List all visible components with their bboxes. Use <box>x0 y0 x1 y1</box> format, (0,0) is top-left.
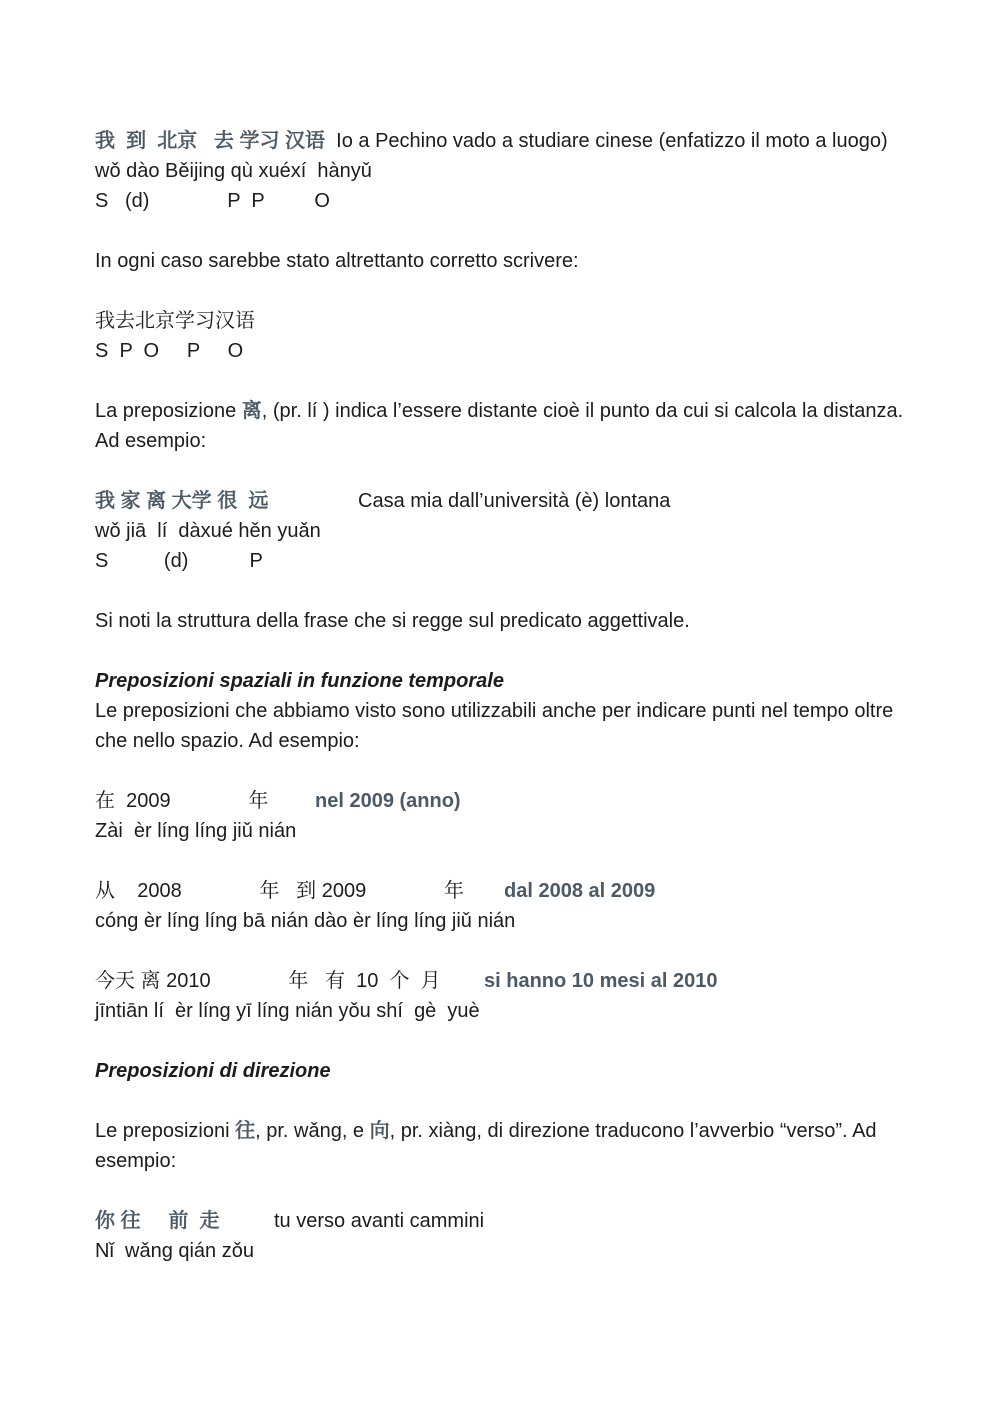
example-4-pinyin: Zài èr líng líng jiǔ nián <box>95 820 297 842</box>
example-6-chinese: 今天 离 2010 年 有 10 个 月 <box>95 970 441 992</box>
example-1-sentence <box>95 126 905 156</box>
paragraph-5-char-2: 向 <box>369 1120 390 1142</box>
paragraph-3: Si noti la struttura della frase che si regge sul predicato aggettivale. <box>95 610 690 632</box>
example-1-hanzi-1: 我 <box>95 130 115 152</box>
paragraph-5-text-1: Le preposizioni <box>95 1120 236 1142</box>
example-3-pinyin: wǒ jiā lí dàxué hěn yuǎn <box>95 520 321 542</box>
example-1-syntax: S (d) P P O <box>95 190 330 212</box>
example-3-translation: Casa mia dall’università (è) lontana <box>358 490 671 512</box>
paragraph-2-char: 离 <box>241 400 262 422</box>
paragraph-5 <box>95 1116 905 1176</box>
example-4-chinese: 在 2009 年 <box>95 790 269 812</box>
example-7-translation: tu verso avanti cammini <box>274 1210 485 1232</box>
example-1-hanzi-3: 北京 <box>157 130 198 152</box>
example-3-hanzi: 我 家 离 大学 很 远 <box>95 490 269 512</box>
example-6-pinyin: jīntiān lí èr líng yī líng nián yǒu shí gè yuè <box>95 1000 480 1022</box>
section-heading-temporal: Preposizioni spaziali in funzione temporale <box>95 670 504 692</box>
example-1-translation: Io a Pechino vado a studiare cinese (enfatizzo il moto a luogo) <box>336 130 888 152</box>
paragraph-2-before: La preposizione <box>95 400 242 422</box>
example-7-hanzi: 你 往 前 走 <box>95 1210 220 1232</box>
example-5-chinese: 从 2008 年 到 2009 年 <box>95 880 465 902</box>
example-5-pinyin: cóng èr líng líng bā nián dào èr líng líng jiǔ nián <box>95 910 516 932</box>
example-4-translation: nel 2009 (anno) <box>315 790 461 812</box>
paragraph-5-char-1: 往 <box>235 1120 256 1142</box>
paragraph-1: In ogni caso sarebbe stato altrettanto corretto scrivere: <box>95 250 579 272</box>
example-3-sentence <box>95 486 905 516</box>
example-1-hanzi-4: 去 <box>213 130 234 152</box>
example-4-sentence <box>95 786 905 816</box>
example-1-hanzi-6: 汉语 <box>285 130 326 152</box>
example-2-syntax: S P O P O <box>95 340 244 362</box>
example-6-sentence <box>95 966 905 996</box>
example-5-sentence <box>95 876 905 906</box>
paragraph-2-after: , (pr. lí ) indica l’essere distante cioè il punto da cui si calcola la distanza. Ad esempio: <box>95 400 904 452</box>
example-1-hanzi-2: 到 <box>126 130 147 152</box>
section-heading-direction: Preposizioni di direzione <box>95 1060 331 1082</box>
example-7-sentence <box>95 1206 905 1236</box>
example-2-hanzi: 我去北京学习汉语 <box>95 310 255 332</box>
example-1-hanzi-5: 学习 <box>239 130 280 152</box>
example-6-translation: si hanno 10 mesi al 2010 <box>484 970 718 992</box>
paragraph-5-text-2: , pr. wǎng, e <box>255 1120 370 1142</box>
paragraph-4: Le preposizioni che abbiamo visto sono utilizzabili anche per indicare punti nel tempo oltre che nello spazio. Ad esempio: <box>95 700 894 752</box>
document-page <box>95 126 905 1266</box>
paragraph-5-text-3: , pr. xiàng, di direzione traducono l’avverbio “verso”. Ad esempio: <box>95 1120 877 1172</box>
example-1-pinyin: wǒ dào Běijing qù xuéxí hànyǔ <box>95 160 372 182</box>
example-7-pinyin: Nǐ wǎng qián zǒu <box>95 1240 254 1262</box>
paragraph-2 <box>95 396 905 456</box>
example-3-syntax: S (d) P <box>95 550 263 572</box>
example-5-translation: dal 2008 al 2009 <box>504 880 656 902</box>
